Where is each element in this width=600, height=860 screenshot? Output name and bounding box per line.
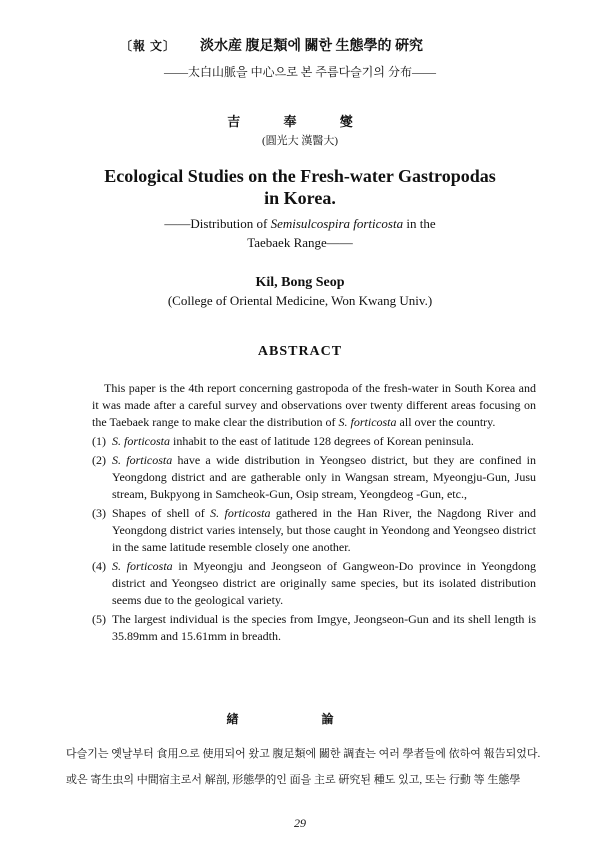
affiliation-english: (College of Oriental Medicine, Won Kwang Univ.) — [167, 293, 433, 308]
abstract-intro: This paper is the 4th report concerning gastropoda of the fresh-water in South Korea and it was made after a careful survey and observations over twenty different areas focusing on the Taebaek range to make clear the distribution of S. forticosta all over the country. — [92, 381, 536, 429]
section-heading-introduction: 緖 論 — [226, 712, 374, 726]
report-tag: 〔報 文〕 — [120, 39, 177, 53]
korean-body — [66, 745, 544, 797]
page-number: 29 — [294, 816, 306, 830]
list-item: (2) S. forticosta have a wide distribution in Yeongseo district, but they are confined in Yeongdong district and are gatherable only in Wangsan stream, Myeongju-Gun, Jusu stream, Bukpyong in Samcheok-Gun, Osip stream, Yeongdeog -Gun, etc., — [92, 453, 536, 501]
abstract-heading: ABSTRACT — [257, 344, 343, 359]
english-subtitle — [0, 214, 600, 252]
findings-list — [92, 433, 536, 645]
korean-title: 淡水産 腹足類에 關한 生態學的 硏究 — [200, 39, 424, 54]
english-title-line1: Ecological Studies on the Fresh-water Gastropodas — [104, 166, 496, 186]
list-item: (1) S. forticosta inhabit to the east of latitude 128 degrees of Korean peninsula. — [92, 434, 474, 448]
korean-subtitle: ——太白山脈을 中心으로 본 주름다슬기의 分布—— — [164, 65, 436, 79]
subtitle-species: Semisulcospira forticosta — [270, 216, 404, 231]
english-title — [0, 165, 600, 209]
affiliation-korean: (圓光大 漢醫大) — [261, 135, 339, 147]
subtitle-line2: Taebaek Range—— — [247, 235, 353, 250]
list-item: (3) Shapes of shell of S. forticosta gathered in the Han River, the Nagdong River and Yeongdong district varies intensely, but those caught in Yeondong and Yeongseo district in the same latitude resemble closely one another. — [92, 506, 536, 554]
list-item: (5) The largest individual is the species from Imgye, Jeongseon-Gun and its shell length is 35.89mm and 15.61mm in breadth. — [92, 612, 536, 643]
author-english: Kil, Bong Seop — [255, 275, 345, 290]
subtitle-post: in the — [403, 216, 436, 231]
body-paragraph: 或은 寄生虫의 中間宿主로서 解剖, 形態學的인 面을 主로 硏究된 種도 있고, 또는 行動 等 生態學 — [66, 774, 521, 786]
english-title-line2: in Korea. — [264, 188, 336, 208]
subtitle-pre: ——Distribution of — [164, 216, 271, 231]
body-paragraph: 다슬기는 옛날부터 食用으로 使用되어 왔고 腹足類에 關한 調査는 여러 學者들에 依하여 報告되었다. — [66, 748, 541, 760]
abstract-body — [92, 380, 536, 645]
list-item: (4) S. forticosta in Myeongju and Jeongseon of Gangweon-Do province in Yeongdong district and Yeongseo district are originally same species, but its isolated distribution seems due to the geological variety. — [92, 559, 536, 607]
author-korean: 吉 奉 燮 — [227, 114, 373, 129]
